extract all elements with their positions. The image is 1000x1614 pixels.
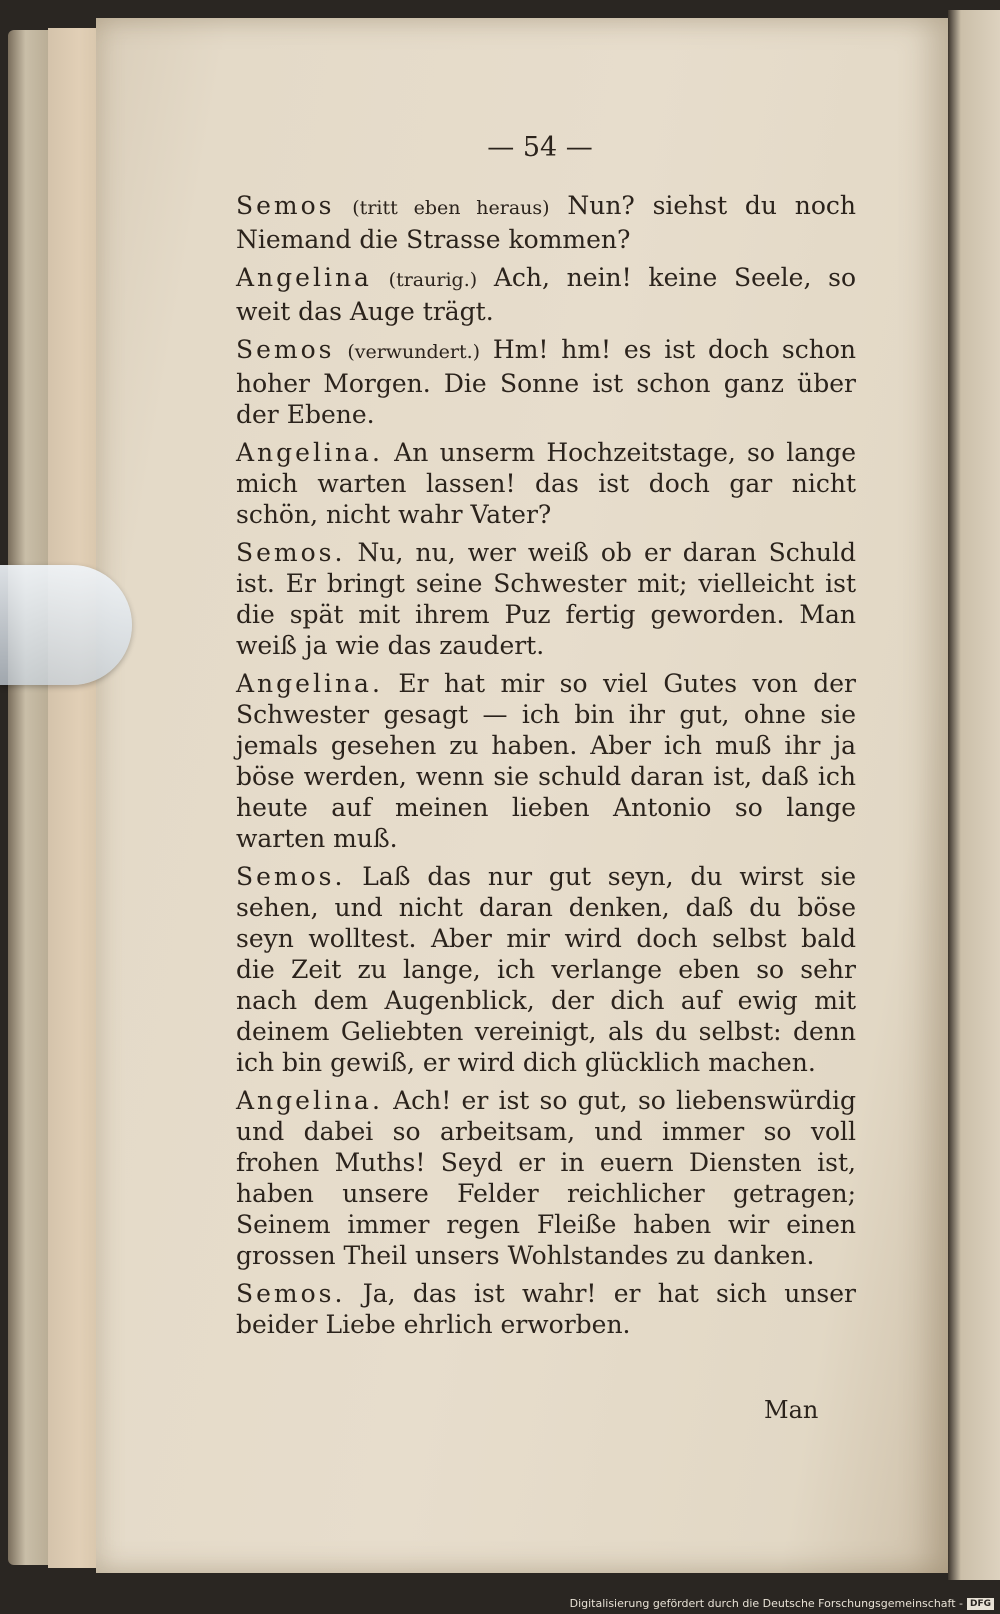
- paragraph: [236, 262, 856, 327]
- speaker: Angelina.: [236, 438, 383, 467]
- speaker: Angelina.: [236, 669, 383, 698]
- stage-direction: (traurig.): [388, 269, 478, 291]
- dialogue: Hm! hm! es ist doch schon hoher Morgen. Die Sonne ist schon ganz über der Ebene.: [236, 335, 856, 429]
- stage-direction: (tritt eben heraus): [352, 197, 550, 219]
- adjacent-page-edge: [948, 10, 1000, 1580]
- paragraph: [236, 861, 856, 1078]
- speaker: Semos.: [236, 1279, 346, 1308]
- paragraph: [236, 334, 856, 430]
- paragraph: [236, 437, 856, 530]
- stage-direction: (verwundert.): [347, 341, 481, 363]
- dfg-logo: DFG: [967, 1598, 994, 1610]
- speaker: Semos.: [236, 862, 346, 891]
- text-block: [236, 190, 856, 1347]
- paragraph: [236, 537, 856, 661]
- speaker: Semos.: [236, 538, 346, 567]
- footer-text: Digitalisierung gefördert durch die Deutsche Forschungsgemeinschaft -: [569, 1597, 963, 1610]
- dialogue: Nun? siehst du noch Niemand die Strasse kommen?: [236, 191, 856, 254]
- paragraph: [236, 1085, 856, 1271]
- paragraph: [236, 1278, 856, 1340]
- dialogue: An unserm Hochzeitstage, so lange mich warten lassen! das ist doch gar nicht schön, nicht wahr Vater?: [236, 438, 856, 529]
- speaker: Angelina: [236, 263, 372, 292]
- paragraph: [236, 668, 856, 854]
- speaker: Semos: [236, 191, 335, 220]
- dialogue: Nu, nu, wer weiß ob er daran Schuld ist. Er bringt seine Schwester mit; vielleicht ist die spät mit ihrem Puz fertig geworden. Man weiß ja wie das zaudert.: [236, 538, 856, 660]
- dialogue: Ja, das ist wahr! er hat sich unser beider Liebe ehrlich erworben.: [236, 1279, 857, 1339]
- dialogue: Laß das nur gut seyn, du wirst sie sehen, und nicht daran denken, daß du böse seyn wolltest. Aber mir wird doch selbst bald die Zeit zu lange, ich verlange eben so sehr nach dem Augenblick, der dich auf ewig mit deinem Geliebten vereinigt, als du selbst: denn ich bin gewiß, er wird dich glücklich machen.: [236, 862, 856, 1077]
- catchword: Man: [764, 1396, 819, 1424]
- book-edge: [8, 30, 52, 1565]
- dialogue: Ach! er ist so gut, so liebenswürdig und dabei so arbeitsam, und immer so voll frohen Muths! Seyd er in euern Diensten ist, haben unsere Felder reichlicher getragen; Seinem immer regen Fleiße haben wir einen grossen Theil unsers Wohlstandes zu danken.: [236, 1086, 856, 1270]
- speaker: Angelina.: [236, 1086, 383, 1115]
- dialogue: Ach, nein! keine Seele, so weit das Auge trägt.: [236, 263, 857, 326]
- gutter-strip: [48, 28, 100, 1568]
- speaker: Semos: [236, 335, 335, 364]
- dialogue: Er hat mir so viel Gutes von der Schwester gesagt — ich bin ihr gut, ohne sie jemals gesehen zu haben. Aber ich muß ihr ja böse werden, wenn sie schuld daran ist, daß ich heute auf meinen lieben Antonio so lange warten muß.: [236, 669, 856, 853]
- page-clip: [0, 565, 132, 685]
- paragraph: [236, 190, 856, 255]
- digitization-footer: [570, 1597, 994, 1610]
- page-number: — 54 —: [487, 132, 593, 163]
